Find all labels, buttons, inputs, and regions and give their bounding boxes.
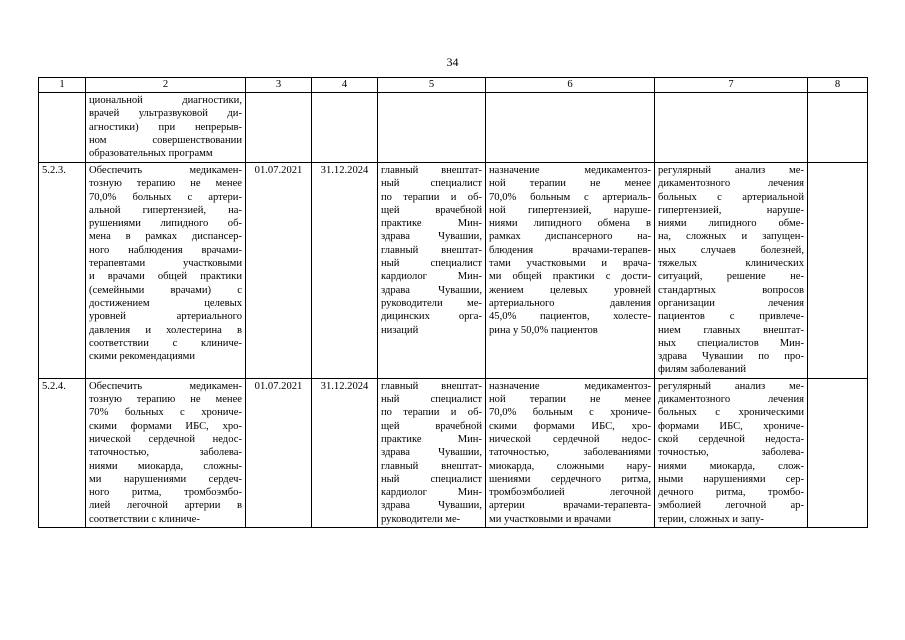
text-line: ниями липидного обме- xyxy=(658,218,804,230)
text-line: 70% больных с хрониче- xyxy=(89,407,242,419)
text-line: ниями миокарда, сложны- xyxy=(89,460,242,472)
text-line: ной гипертензией, наруше- xyxy=(489,204,651,216)
expected-result xyxy=(486,163,655,379)
text-line: 70,0% больным с артериаль- xyxy=(489,191,651,203)
text-line: на, сложных и запущен- xyxy=(658,231,804,243)
text-line: ниями миокарда, слож- xyxy=(658,460,804,472)
text-line: терапевтами участковыми xyxy=(89,258,242,270)
text-line: больных с артериальной xyxy=(658,191,804,203)
header-cell: 2 xyxy=(86,78,246,93)
text-line: 70,0% больных с артери- xyxy=(89,191,242,203)
text-line: врачей ультразвуковой ди- xyxy=(89,108,242,120)
text-line: скими формами ИБС, хро- xyxy=(89,420,242,432)
text-line: 70,0% больным с хрониче- xyxy=(489,407,651,419)
text-line: дечного ритма, тромбо- xyxy=(658,487,804,499)
header-cell: 8 xyxy=(808,78,868,93)
text-line: ный специалист xyxy=(381,258,482,270)
text-line: ный специалист xyxy=(381,178,482,190)
text-line: точностью, заболева- xyxy=(658,447,804,459)
text-line: щей врачебной xyxy=(381,420,482,432)
notes xyxy=(808,163,868,379)
text-line: ниями липидного обмена в xyxy=(489,218,651,230)
text-line: назначение медикаментоз- xyxy=(489,380,651,392)
text-line: здрава Чувашии, xyxy=(381,500,482,512)
text-line: ный специалист xyxy=(381,394,482,406)
text-line: таточностью, заболеваниями xyxy=(489,447,651,459)
text-line: нической сердечной недос- xyxy=(489,433,651,445)
text-line: скими рекомендациями xyxy=(89,351,195,363)
header-cell: 3 xyxy=(246,78,312,93)
row-number: 5.2.4. xyxy=(39,378,86,527)
control-measures xyxy=(655,93,808,163)
text-line: тозную терапию не менее xyxy=(89,394,242,406)
text-line: пациентов с привлече- xyxy=(658,311,804,323)
responsible xyxy=(378,163,486,379)
event-description xyxy=(86,378,246,527)
row-number xyxy=(39,93,86,163)
text-line: рушениями липидного об- xyxy=(89,218,242,230)
text-line: ми участковыми и врачами xyxy=(489,513,612,525)
text-line: тозную терапию не менее xyxy=(89,178,242,190)
text-line: практике Мин- xyxy=(381,218,482,230)
table-row xyxy=(39,378,868,527)
control-measures xyxy=(655,163,808,379)
text-line: жением целевых уровней xyxy=(489,284,651,296)
notes xyxy=(808,93,868,163)
text-line: дикаментозного лечения xyxy=(658,394,804,406)
text-line: Обеспечить медикамен- xyxy=(89,165,242,176)
notes xyxy=(808,378,868,527)
text-line: больных с хроническими xyxy=(658,407,804,419)
text-line: мена в рамках диспансер- xyxy=(89,231,242,243)
end-date: 31.12.2024 xyxy=(312,163,378,379)
text-line: таточностью, заболева- xyxy=(89,447,242,459)
text-line: ми нарушениями сердеч- xyxy=(89,473,242,485)
text-line: агностики) при непрерыв- xyxy=(89,121,242,133)
text-line: по терапии и об- xyxy=(381,191,482,203)
text-line: давления и холестерина в xyxy=(89,324,242,336)
text-line: низаций xyxy=(381,324,419,336)
text-line: нической сердечной недос- xyxy=(89,433,242,445)
start-date xyxy=(246,93,312,163)
text-line: кардиолог Мин- xyxy=(381,487,482,499)
table-row xyxy=(39,163,868,379)
text-line: ных случаев болезней, xyxy=(658,244,804,256)
header-cell: 6 xyxy=(486,78,655,93)
text-line: здрава Чувашии, xyxy=(381,284,482,296)
text-line: ном совершенствовании xyxy=(89,134,242,146)
text-line: дицинских орга- xyxy=(381,311,482,323)
text-line: практике Мин- xyxy=(381,433,482,445)
text-line: тяжелых клинических xyxy=(658,258,804,270)
text-line: главный внештат- xyxy=(381,165,482,176)
text-line: рамках диспансерного на- xyxy=(489,231,651,243)
text-line: артерии врачами-терапевта- xyxy=(489,500,651,512)
text-line: регулярный анализ ме- xyxy=(658,380,804,392)
text-line: нием главных внештат- xyxy=(658,324,804,336)
text-line: блюдения врачами-терапев- xyxy=(489,244,651,256)
text-line: тромбоэмболией легочной xyxy=(489,487,651,499)
text-line: уровней артериального xyxy=(89,311,242,323)
text-line: здрава Чувашии, xyxy=(381,231,482,243)
expected-result xyxy=(486,93,655,163)
text-line: кардиолог Мин- xyxy=(381,271,482,283)
text-line: формами ИБС, хрониче- xyxy=(658,420,804,432)
header-cell: 7 xyxy=(655,78,808,93)
text-line: здрава Чувашии по про- xyxy=(658,351,804,363)
text-line: шениями сердечного ритма, xyxy=(489,473,651,485)
expected-result xyxy=(486,378,655,527)
text-line: соответствии с клиниче- xyxy=(89,513,200,525)
text-line: руководители ме- xyxy=(381,297,482,309)
responsible xyxy=(378,378,486,527)
control-measures xyxy=(655,378,808,527)
text-line: здрава Чувашии, xyxy=(381,447,482,459)
text-line: альной гипертензией, на- xyxy=(89,204,242,216)
end-date: 31.12.2024 xyxy=(312,378,378,527)
text-line: ными нарушениями сер- xyxy=(658,473,804,485)
text-line: руководители ме- xyxy=(381,513,461,525)
text-line: ской сердечной недоста- xyxy=(658,433,804,445)
text-line: регулярный анализ ме- xyxy=(658,165,804,176)
text-line: ной терапии не менее xyxy=(489,394,651,406)
text-line: Обеспечить медикамен- xyxy=(89,380,242,392)
text-line: 45,0% пациентов, холесте- xyxy=(489,311,651,323)
text-line: миокарда, сложными нару- xyxy=(489,460,651,472)
text-line: ных специалистов Мин- xyxy=(658,337,804,349)
text-line: организации лечения xyxy=(658,297,804,309)
text-line: филям заболеваний xyxy=(658,364,747,376)
text-line: соответствии с клиниче- xyxy=(89,337,242,349)
text-line: главный внештат- xyxy=(381,380,482,392)
text-line: щей врачебной xyxy=(381,204,482,216)
text-line: ного ритма, тромбоэмбо- xyxy=(89,487,242,499)
text-line: артериального давления xyxy=(489,297,651,309)
event-description xyxy=(86,93,246,163)
responsible xyxy=(378,93,486,163)
text-line: ми общей практики с дости- xyxy=(489,271,651,283)
plan-table xyxy=(38,77,868,528)
text-line: гипертензией, наруше- xyxy=(658,204,804,216)
text-line: лией легочной артерии в xyxy=(89,500,242,512)
table-row xyxy=(39,93,868,163)
text-line: рина у 50,0% пациентов xyxy=(489,324,598,336)
event-description xyxy=(86,163,246,379)
row-number: 5.2.3. xyxy=(39,163,86,379)
text-line: по терапии и об- xyxy=(381,407,482,419)
text-line: главный внештат- xyxy=(381,244,482,256)
text-line: ситуаций, решение не- xyxy=(658,271,804,283)
text-line: терии, сложных и запу- xyxy=(658,513,764,525)
text-line: назначение медикаментоз- xyxy=(489,165,651,176)
text-line: главный внештат- xyxy=(381,460,482,472)
end-date xyxy=(312,93,378,163)
text-line: циональной диагностики, xyxy=(89,95,242,106)
header-cell: 4 xyxy=(312,78,378,93)
text-line: (семейными врачами) с xyxy=(89,284,242,296)
text-line: скими формами ИБС, хро- xyxy=(489,420,651,432)
text-line: дикаментозного лечения xyxy=(658,178,804,190)
text-line: тами участковыми и врача- xyxy=(489,258,651,270)
text-line: ной терапии не менее xyxy=(489,178,651,190)
text-line: стандартных вопросов xyxy=(658,284,804,296)
header-cell: 1 xyxy=(39,78,86,93)
header-cell: 5 xyxy=(378,78,486,93)
start-date: 01.07.2021 xyxy=(246,378,312,527)
text-line: ного наблюдения врачами- xyxy=(89,244,242,256)
table-header-row xyxy=(39,78,868,93)
text-line: достижением целевых xyxy=(89,297,242,309)
text-line: образовательных программ xyxy=(89,148,213,160)
text-line: ный специалист xyxy=(381,473,482,485)
text-line: и врачами общей практики xyxy=(89,271,242,283)
page-number: 34 xyxy=(446,55,459,69)
start-date: 01.07.2021 xyxy=(246,163,312,379)
text-line: эмболией легочной ар- xyxy=(658,500,804,512)
